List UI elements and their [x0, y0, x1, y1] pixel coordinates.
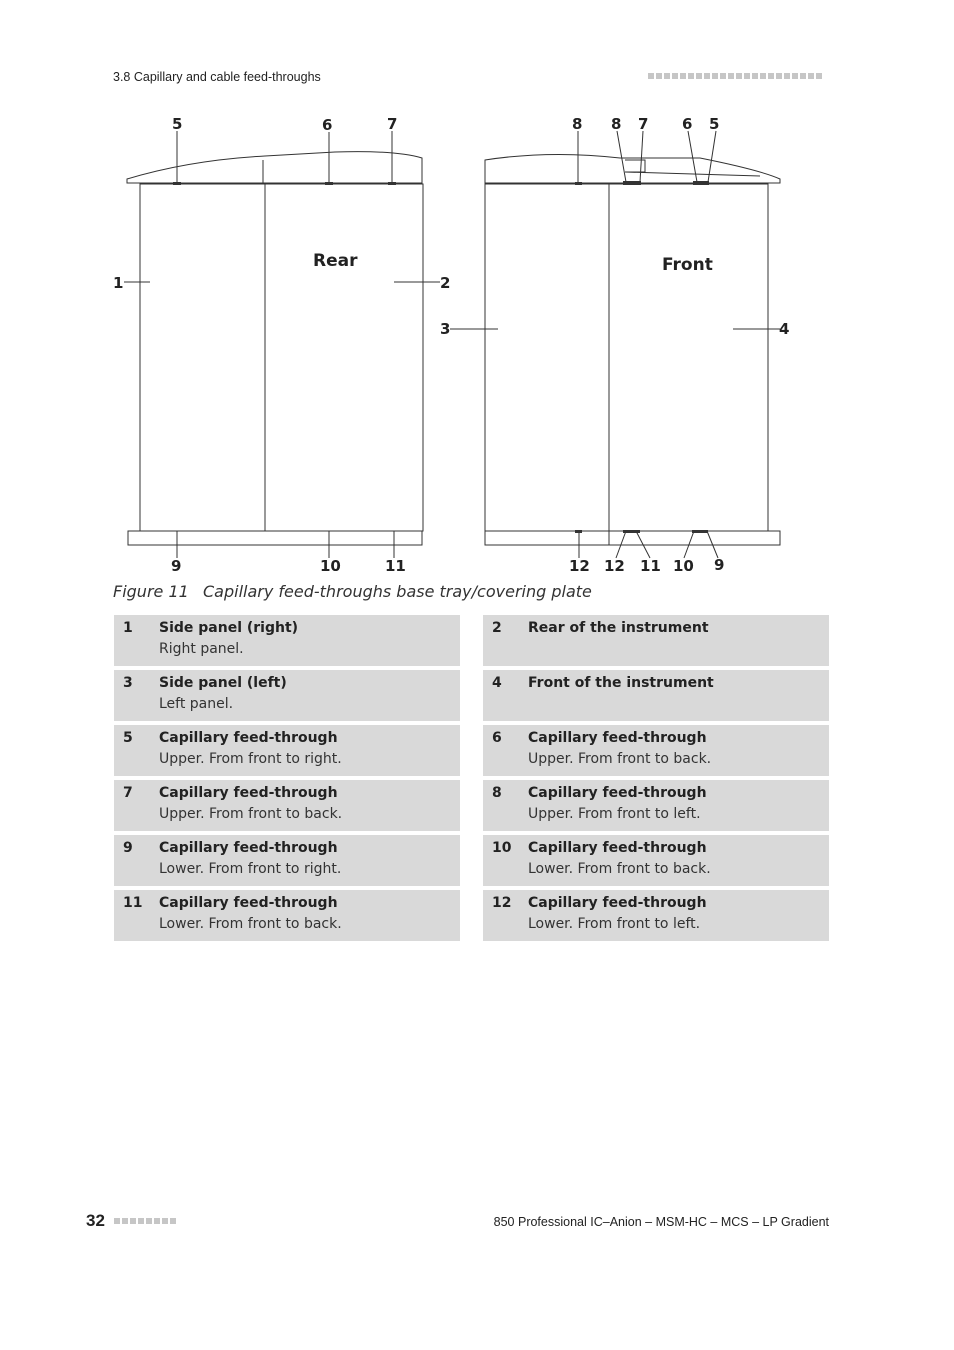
callout-2: 2: [440, 274, 451, 292]
legend-number: 8: [492, 785, 502, 801]
callout-8: 8: [611, 115, 622, 133]
legend-item: [483, 615, 829, 666]
legend-title: Rear of the instrument: [528, 620, 709, 636]
legend-row: [114, 615, 829, 666]
callout-6: 6: [682, 115, 693, 133]
legend-description: Lower. From front to left.: [528, 916, 701, 932]
legend-number: 11: [123, 895, 143, 911]
callout-5: 5: [172, 115, 183, 133]
instrument-diagram: [0, 0, 954, 580]
legend-number: 3: [123, 675, 133, 691]
legend-number: 5: [123, 730, 133, 746]
legend-number: 10: [492, 840, 512, 856]
callout-11: 11: [385, 557, 406, 575]
legend-description: Right panel.: [159, 641, 244, 657]
legend-description: Upper. From front to right.: [159, 751, 342, 767]
figure-caption: [113, 582, 592, 601]
legend-item: [114, 670, 460, 721]
rear-view-label: Rear: [313, 251, 358, 271]
rear-base-tray: [128, 531, 422, 545]
legend-description: Left panel.: [159, 696, 234, 712]
front-body: [485, 184, 768, 531]
legend-row: [114, 780, 829, 831]
legend-number: 1: [123, 620, 133, 636]
legend-description: Upper. From front to back.: [528, 751, 712, 767]
legend-item: [483, 835, 829, 886]
legend-title: Capillary feed-through: [159, 730, 338, 746]
callout-4: 4: [779, 320, 790, 338]
callout-7: 7: [638, 115, 649, 133]
callout-10: 10: [673, 557, 694, 575]
callout-5: 5: [709, 115, 720, 133]
legend-title: Capillary feed-through: [159, 785, 338, 801]
legend-description: Lower. From front to back.: [528, 861, 711, 877]
legend-number: 4: [492, 675, 502, 691]
legend-description: Lower. From front to right.: [159, 861, 342, 877]
running-footer-title: 850 Professional IC–Anion – MSM-HC – MCS – LP Gradient: [493, 1215, 829, 1229]
legend-item: [114, 835, 460, 886]
legend-row: [114, 725, 829, 776]
legend-item: [114, 725, 460, 776]
legend-title: Capillary feed-through: [528, 785, 707, 801]
legend-number: 2: [492, 620, 502, 636]
callout-11: 11: [640, 557, 661, 575]
legend-description: Upper. From front to back.: [159, 806, 343, 822]
legend-title: Capillary feed-through: [528, 840, 707, 856]
callout-12: 12: [569, 557, 590, 575]
front-view-label: Front: [662, 255, 713, 275]
legend-item: [483, 725, 829, 776]
legend-title: Capillary feed-through: [159, 840, 338, 856]
legend-title: Capillary feed-through: [159, 895, 338, 911]
legend-row: [114, 890, 829, 941]
footer-decoration-dots: [114, 1218, 176, 1224]
legend-title: Capillary feed-through: [528, 895, 707, 911]
callout-6: 6: [322, 116, 333, 134]
legend-item: [483, 890, 829, 941]
callout-3: 3: [440, 320, 451, 338]
callout-1: 1: [113, 274, 124, 292]
legend-title: Front of the instrument: [528, 675, 714, 691]
callout-10: 10: [320, 557, 341, 575]
callout-8: 8: [572, 115, 583, 133]
legend-title: Side panel (left): [159, 675, 287, 691]
rear-top-cover: [127, 152, 422, 183]
legend-row: [114, 835, 829, 886]
legend-number: 7: [123, 785, 133, 801]
figure-number: Figure 11: [113, 582, 189, 601]
legend-title: Capillary feed-through: [528, 730, 707, 746]
legend-item: [483, 670, 829, 721]
legend-item: [114, 615, 460, 666]
legend-number: 6: [492, 730, 502, 746]
callout-9: 9: [171, 557, 182, 575]
rear-body: [140, 184, 423, 531]
legend-number: 9: [123, 840, 133, 856]
legend-number: 12: [492, 895, 512, 911]
running-header-section: 3.8 Capillary and cable feed-throughs: [113, 70, 321, 84]
legend-row: [114, 670, 829, 721]
callout-12: 12: [604, 557, 625, 575]
legend-item: [114, 890, 460, 941]
legend-description: Lower. From front to back.: [159, 916, 342, 932]
callout-9: 9: [714, 556, 725, 574]
front-top-cover: [485, 154, 780, 183]
front-base-tray: [485, 531, 780, 545]
legend-description: Upper. From front to left.: [528, 806, 701, 822]
page-number: 32: [86, 1211, 105, 1230]
callout-7: 7: [387, 115, 398, 133]
legend-title: Side panel (right): [159, 620, 299, 636]
legend-item: [114, 780, 460, 831]
figure-title: Capillary feed-throughs base tray/covering plate: [203, 582, 592, 601]
legend-table: [114, 615, 829, 945]
legend-item: [483, 780, 829, 831]
